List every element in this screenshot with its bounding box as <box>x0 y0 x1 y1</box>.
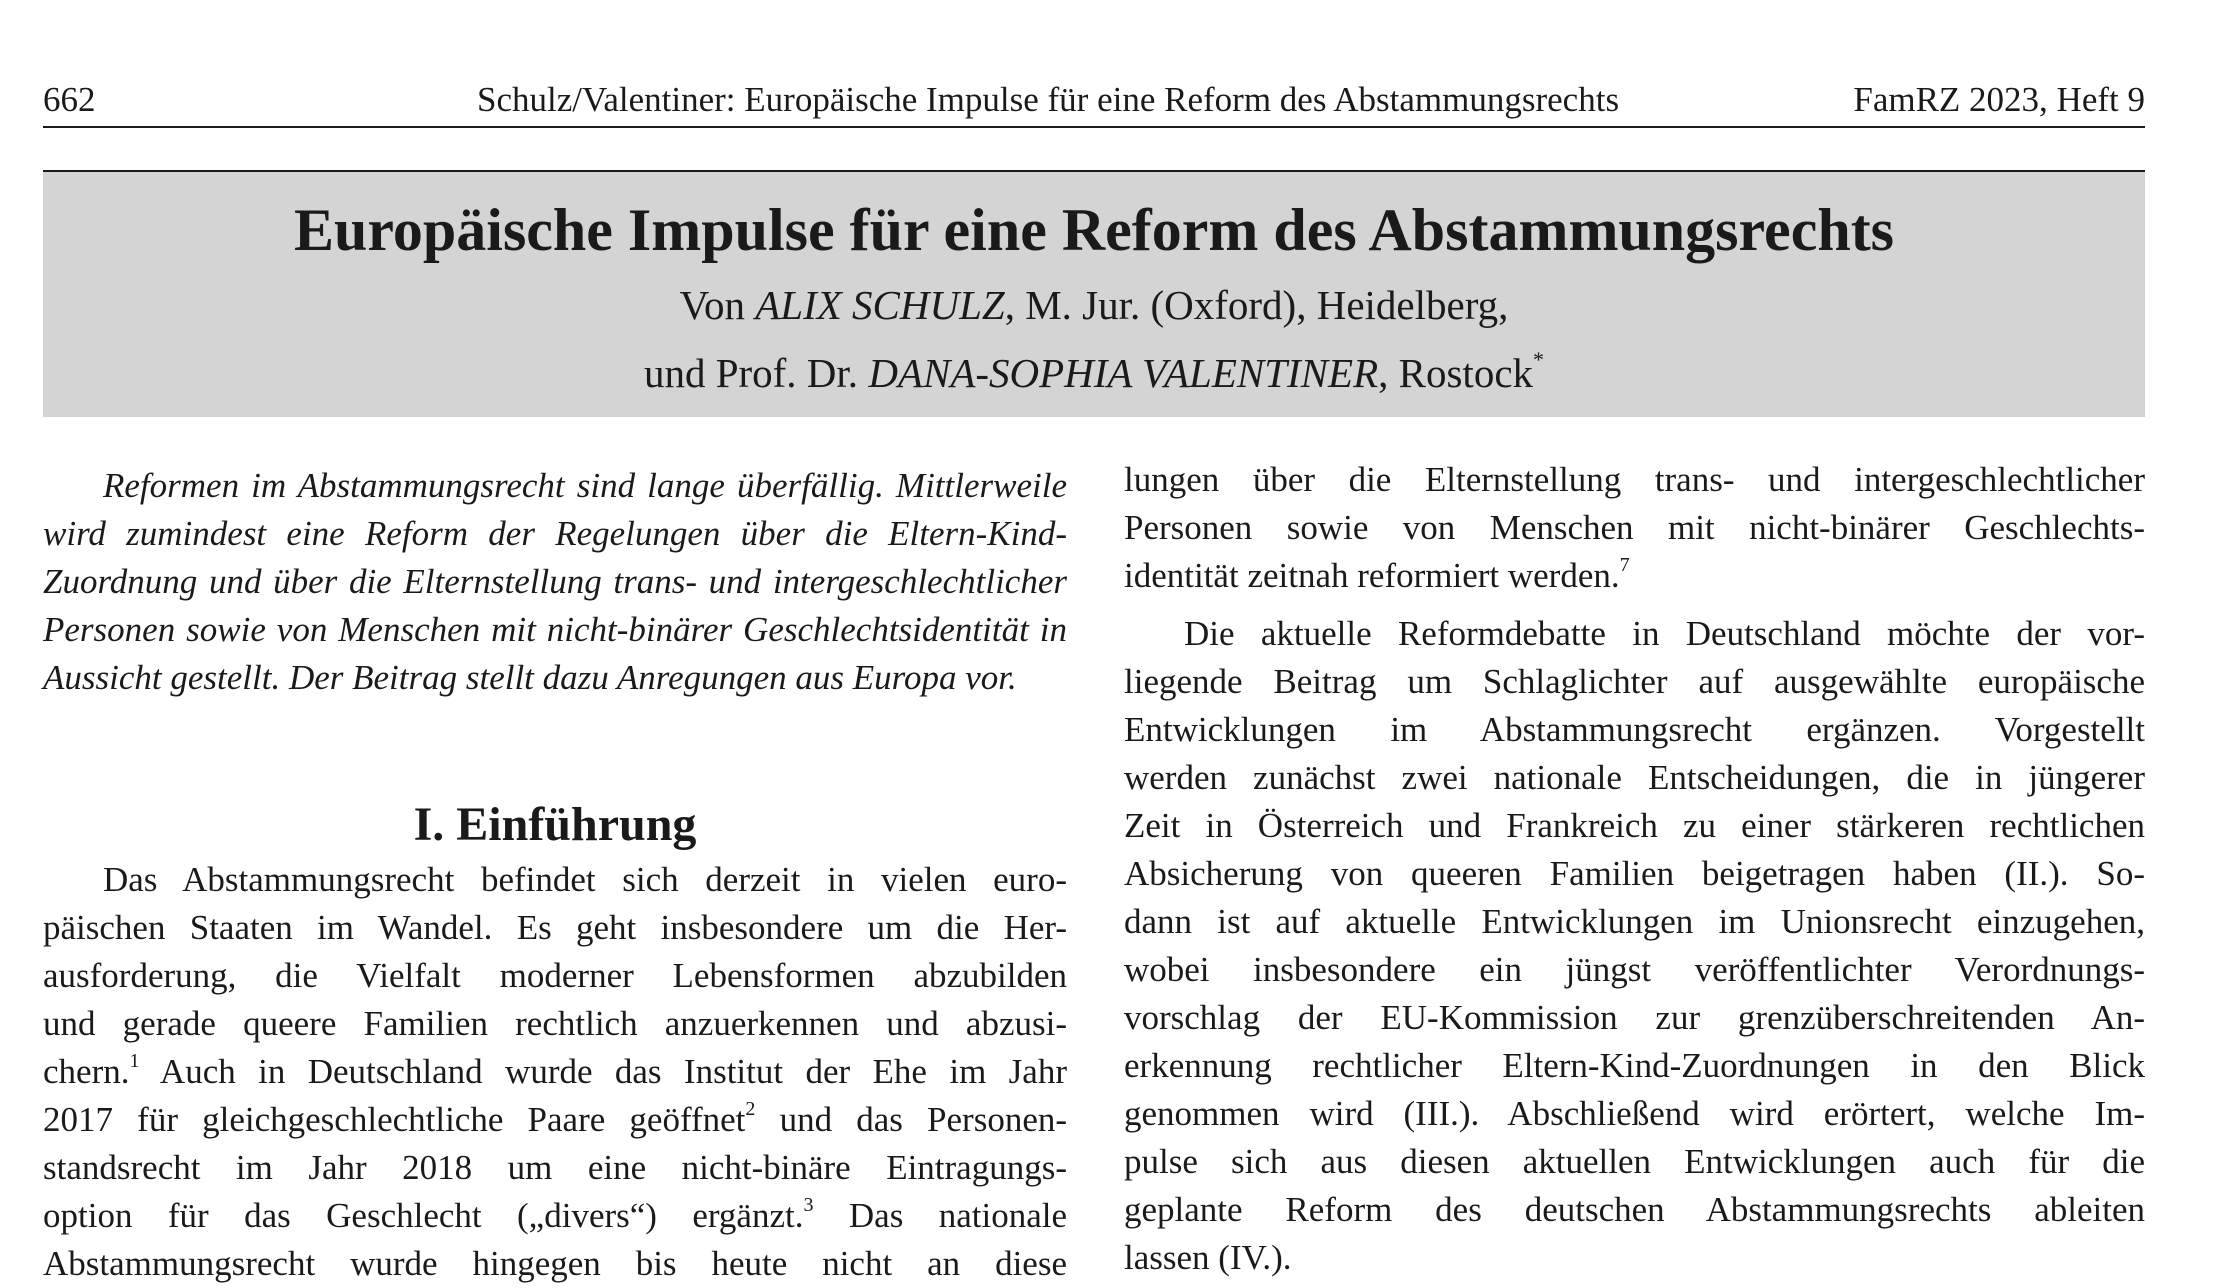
byline-first-author <box>43 277 2145 333</box>
line-text: lassen (IV.). <box>1124 1238 1292 1277</box>
line-text: Das nationale <box>813 1196 1067 1235</box>
line-text: pulse sich aus diesen aktuellen Entwicklungen auch für die <box>1124 1142 2145 1181</box>
text-line <box>1124 1186 2145 1234</box>
article-title: Europäische Impulse für eine Reform des Abstammungsrechts <box>293 197 1895 263</box>
running-header <box>43 74 2145 128</box>
text-line <box>1124 1138 2145 1186</box>
text-line <box>43 606 1067 654</box>
text-line <box>43 1144 1067 1192</box>
text-line <box>1124 850 2145 898</box>
footnote-ref[interactable]: 3 <box>803 1194 814 1216</box>
text-line <box>1124 1042 2145 1090</box>
text-line <box>1124 706 2145 754</box>
line-text: ausforderung, die Vielfalt moderner Lebensformen abzubilden <box>43 956 1067 995</box>
line-text: erkennung rechtlicher Eltern-Kind-Zuordnungen in den Blick <box>1124 1046 2145 1085</box>
line-text: und das Personen- <box>755 1100 1068 1139</box>
byline-second-author <box>43 332 2145 401</box>
text-line <box>43 462 1067 510</box>
footnote-ref[interactable]: 7 <box>1619 554 1630 576</box>
text-line <box>43 1240 1067 1288</box>
footnote-ref[interactable]: 2 <box>745 1098 756 1120</box>
line-text: und gerade queere Familien rechtlich anzuerkennen und abzusi- <box>43 1004 1067 1043</box>
line-text: wird zumindest eine Reform der Regelungen über die Eltern-Kind- <box>43 514 1067 553</box>
text-line <box>43 654 1067 702</box>
journal-citation: FamRZ 2023, Heft 9 <box>1853 80 2145 119</box>
text-line <box>1124 504 2145 552</box>
line-text: wobei insbesondere ein jüngst veröffentlichter Verordnungs- <box>1124 950 2145 989</box>
line-text: identität zeitnah reformiert werden. <box>1124 556 1620 595</box>
text-line <box>1124 754 2145 802</box>
section-heading: I. Einführung <box>413 798 697 851</box>
text-line <box>43 1192 1067 1240</box>
line-text: genommen wird (III.). Abschließend wird erörtert, welche Im- <box>1124 1094 2145 1133</box>
line-text: Das Abstammungsrecht befindet sich derzeit in vielen euro- <box>103 860 1067 899</box>
line-text: Reformen im Abstammungsrecht sind lange überfällig. Mittlerweile <box>103 466 1067 505</box>
line-text: lungen über die Elternstellung trans- und intergeschlechtlicher <box>1124 460 2145 499</box>
text-line <box>1124 456 2145 504</box>
byline-suffix: , Rostock <box>1378 350 1534 396</box>
line-text: vorschlag der EU-Kommission zur grenzüberschreitenden An- <box>1124 998 2145 1037</box>
line-text: Personen sowie von Menschen mit nicht-binärer Geschlechts- <box>1124 508 2145 547</box>
byline-prefix: und Prof. Dr. <box>643 350 869 396</box>
author-name: DANA-SOPHIA VALENTINER <box>868 350 1379 396</box>
line-text: chern. <box>43 1052 130 1091</box>
text-line <box>1124 994 2145 1042</box>
text-line <box>1124 610 2145 658</box>
line-text: werden zunächst zwei nationale Entscheidungen, die in jüngerer <box>1124 758 2145 797</box>
line-text: Auch in Deutschland wurde das Institut der Ehe im Jahr <box>139 1052 1067 1091</box>
line-text: päischen Staaten im Wandel. Es geht insbesondere um die Her- <box>43 908 1067 947</box>
text-line <box>1124 946 2145 994</box>
text-line <box>1124 1234 2145 1282</box>
text-line <box>43 1048 1067 1096</box>
line-text: Die aktuelle Reformdebatte in Deutschland möchte der vor- <box>1184 614 2145 653</box>
text-line <box>43 904 1067 952</box>
byline-prefix: Von <box>679 282 756 328</box>
text-line <box>43 952 1067 1000</box>
text-line <box>43 1096 1067 1144</box>
page-number: 662 <box>43 80 96 119</box>
line-text: liegende Beitrag um Schlaglichter auf ausgewählte europäische <box>1124 662 2145 701</box>
running-article-title: Schulz/Valentiner: Europäische Impulse für eine Reform des Abstammungsrechts <box>477 80 1620 119</box>
line-text: Aussicht gestellt. Der Beitrag stellt dazu Anregungen aus Europa vor. <box>43 658 1017 697</box>
text-line <box>43 510 1067 558</box>
line-text: Zuordnung und über die Elternstellung trans- und intergeschlechtlicher <box>43 562 1067 601</box>
text-line <box>1124 1090 2145 1138</box>
text-line <box>43 1000 1067 1048</box>
line-text: Entwicklungen im Abstammungsrecht ergänzen. Vorgestellt <box>1124 710 2145 749</box>
line-text: geplante Reform des deutschen Abstammungsrechts ableiten <box>1124 1190 2145 1229</box>
line-text: Abstammungsrecht wurde hingegen bis heute nicht an diese <box>43 1244 1067 1283</box>
author-name: ALIX SCHULZ <box>755 282 1005 328</box>
line-text: Absicherung von queeren Familien beigetragen haben (II.). So- <box>1124 854 2145 893</box>
line-text: 2017 für gleichgeschlechtliche Paare geöffnet <box>43 1100 746 1139</box>
title-banner <box>43 170 2145 417</box>
text-line <box>1124 802 2145 850</box>
line-text: standsrecht im Jahr 2018 um eine nicht-binäre Eintragungs- <box>43 1148 1067 1187</box>
byline-suffix: , M. Jur. (Oxford), Heidelberg, <box>1004 282 1509 328</box>
line-text: Personen sowie von Menschen mit nicht-binärer Geschlechtsidentität in <box>43 610 1067 649</box>
author-footnote-mark: * <box>1533 347 1545 372</box>
text-line <box>1124 658 2145 706</box>
line-text: option für das Geschlecht („divers“) ergänzt. <box>43 1196 804 1235</box>
text-line <box>1124 898 2145 946</box>
line-text: dann ist auf aktuelle Entwicklungen im Unionsrecht einzugehen, <box>1124 902 2145 941</box>
footnote-ref[interactable]: 1 <box>129 1050 140 1072</box>
text-line <box>43 558 1067 606</box>
text-line <box>1124 552 2145 600</box>
line-text: Zeit in Österreich und Frankreich zu einer stärkeren rechtlichen <box>1124 806 2145 845</box>
text-line <box>43 856 1067 904</box>
